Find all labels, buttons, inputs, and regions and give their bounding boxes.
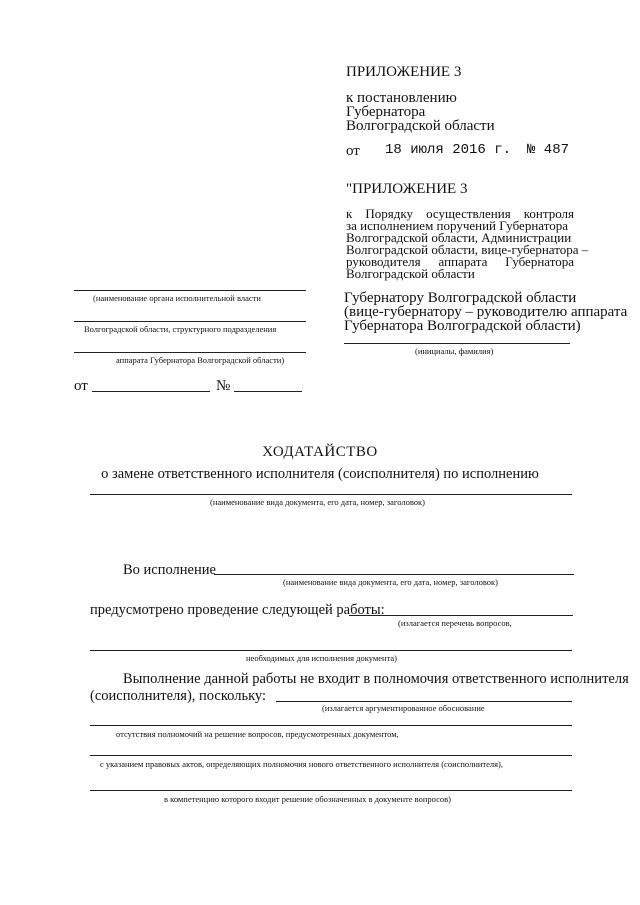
inner-appendix-title: "ПРИЛОЖЕНИЕ 3 xyxy=(346,181,468,197)
needed-caption: необходимых для исполнения документа) xyxy=(246,653,397,663)
petition-subtitle: о замене ответственного исполнителя (соисполнителя) по исполнению xyxy=(101,466,539,482)
inner-appendix-line-4: Волгоградской области, вице-губернатора – xyxy=(346,242,589,257)
not-within-line-1: Выполнение данной работы не входит в полномочия ответственного исполнителя xyxy=(123,671,629,687)
sender-caption-3: аппарата Губернатора Волгоградской области) xyxy=(116,355,285,365)
legal-acts-caption: с указанием правовых актов, определяющих полномочия нового ответственного исполнителя (соисполнителя), xyxy=(100,759,504,769)
in-execution-label: Во исполнение xyxy=(123,562,216,578)
inner-appendix-line-6: Волгоградской области xyxy=(346,266,475,281)
in-execution-caption: (наименование вида документа, его дата, номер, заголовок) xyxy=(283,577,498,587)
inner-appendix-word: аппарата xyxy=(438,254,488,269)
justification-field-3[interactable] xyxy=(90,755,572,756)
no-authority-caption: отсутствия полномочий на решение вопросов, предусмотренных документом, xyxy=(116,729,399,739)
sender-caption-2: Волгоградской области, структурного подразделения xyxy=(84,324,277,334)
addressee-initials-caption: (инициалы, фамилия) xyxy=(415,346,494,356)
appendix-number: № 487 xyxy=(527,142,570,158)
justification-field[interactable] xyxy=(276,701,572,702)
sender-line-3[interactable] xyxy=(74,352,306,353)
inner-appendix-word: осуществления xyxy=(426,206,511,221)
sender-line-2[interactable] xyxy=(74,321,306,322)
inner-appendix-word: Порядку xyxy=(365,206,414,221)
inner-appendix-word: контроля xyxy=(523,206,574,221)
sender-from-label: от xyxy=(74,378,88,394)
inner-appendix-word: к xyxy=(346,206,353,221)
addressee-initials-field[interactable] xyxy=(344,343,570,344)
planned-work-field-2[interactable] xyxy=(90,650,572,651)
appendix-date-value: 18 июля 2016 г. xyxy=(385,142,512,158)
petition-document-caption: (наименование вида документа, его дата, номер, заголовок) xyxy=(210,497,425,507)
justification-caption: (излагается аргументированное обоснование xyxy=(322,703,485,713)
in-execution-field[interactable] xyxy=(214,574,574,575)
issues-caption: (излагается перечень вопросов, xyxy=(398,618,512,628)
appendix-decree-line-2: Губернатора xyxy=(346,104,426,120)
sender-from-field[interactable] xyxy=(92,391,210,392)
inner-appendix-word: руководителя xyxy=(346,254,421,269)
inner-appendix-line-2: за исполнением поручений Губернатора xyxy=(346,218,568,233)
appendix-date-prefix: от xyxy=(346,143,360,159)
addressee-line-2: (вице-губернатору – руководителю аппарата xyxy=(344,304,628,320)
appendix-decree-line-1: к постановлению xyxy=(346,90,457,106)
appendix-title: ПРИЛОЖЕНИЕ 3 xyxy=(346,64,462,80)
not-within-line-2: (соисполнителя), поскольку: xyxy=(90,688,266,704)
addressee-line-1: Губернатору Волгоградской области xyxy=(344,290,577,306)
planned-work-label: предусмотрено проведение следующей работы: xyxy=(90,602,385,618)
petition-title: ХОДАТАЙСТВО xyxy=(262,444,378,460)
appendix-decree-line-3: Волгоградской области xyxy=(346,118,495,134)
justification-field-2[interactable] xyxy=(90,725,572,726)
inner-appendix-line-3: Волгоградской области, Администрации xyxy=(346,230,572,245)
sender-number-sign: № xyxy=(216,378,231,394)
inner-appendix-word: Губернатора xyxy=(505,254,574,269)
sender-caption-1: (наименование органа исполнительной власти xyxy=(93,293,261,303)
sender-line-1[interactable] xyxy=(74,290,306,291)
planned-work-field[interactable] xyxy=(349,615,573,616)
sender-number-field[interactable] xyxy=(234,391,302,392)
competence-caption: в компетенцию которого входит решение обозначенных в документе вопросов) xyxy=(164,794,451,804)
petition-document-field[interactable] xyxy=(90,494,572,495)
justification-field-4[interactable] xyxy=(90,790,572,791)
addressee-line-3: Губернатора Волгоградской области) xyxy=(344,318,581,334)
